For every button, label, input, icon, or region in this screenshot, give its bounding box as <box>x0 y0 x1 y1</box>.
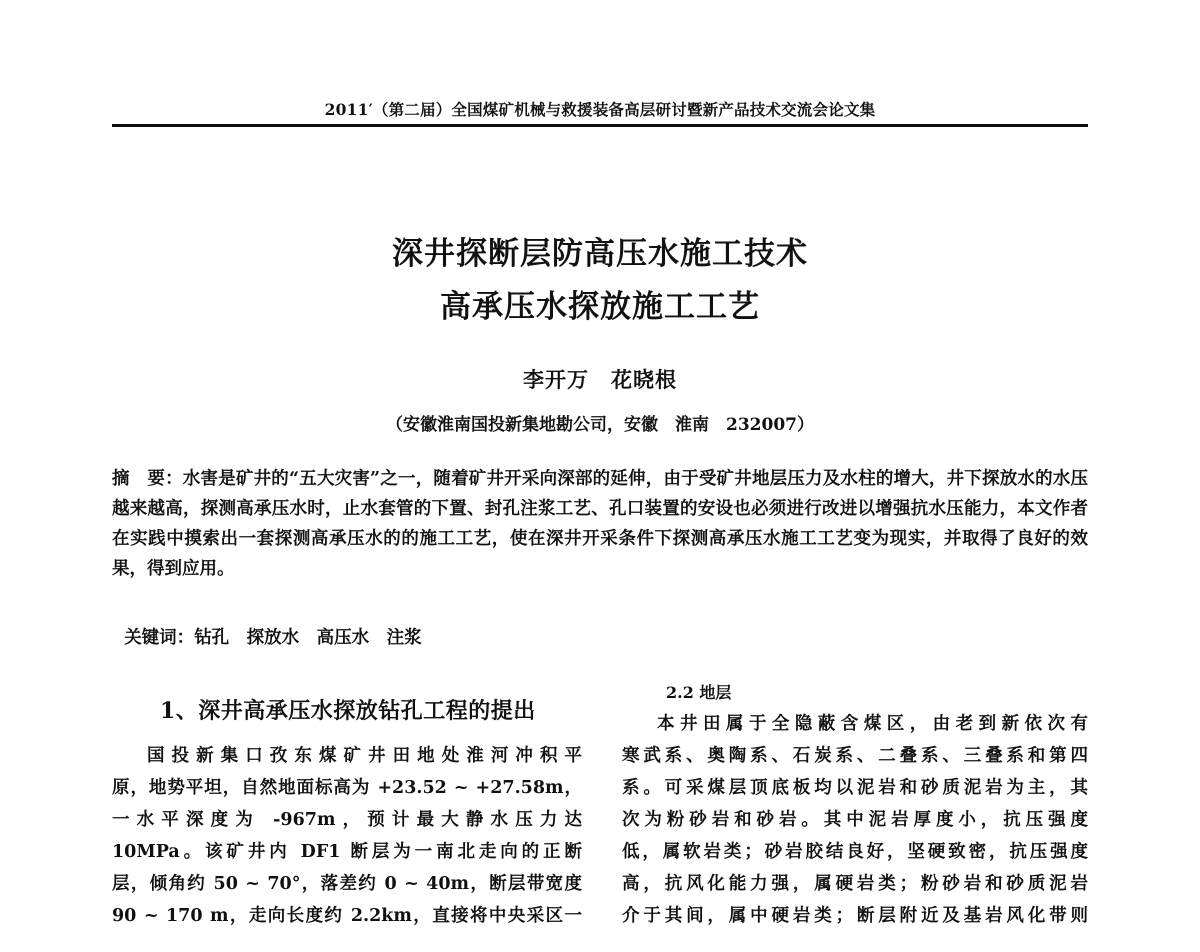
body-line: 10MPa。该矿井内 DF1 断层为一南北走向的正断 <box>112 842 582 862</box>
body-line: 低，属软岩类；砂岩胶结良好，坚硬致密，抗压强度 <box>622 842 1088 862</box>
keywords-text: 钻孔 探放水 高压水 注浆 <box>194 628 422 648</box>
body-line: 一水平深度为 -967m，预计最大静水压力达 <box>112 810 582 830</box>
keywords-label: 关键词： <box>124 628 195 648</box>
paper-authors: 李开万 花晓根 <box>523 367 677 392</box>
body-line: 本井田属于全隐蔽含煤区，由老到新依次有 <box>657 714 1088 734</box>
section-2-2-heading: 2.2 地层 <box>666 683 732 702</box>
abstract <box>112 464 1088 584</box>
body-line: 90 ~ 170 m，走向长度约 2.2km，直接将中央采区一 <box>112 906 582 926</box>
abstract-label: 摘 要： <box>112 469 183 489</box>
section-1-heading: 1、深井高承压水探放钻孔工程的提出 <box>160 698 536 724</box>
keywords <box>112 604 1088 649</box>
left-column <box>112 740 582 932</box>
paper-title-line2: 高承压水探放施工工艺 <box>440 289 760 325</box>
paper-affiliation: （安徽淮南国投新集地勘公司，安徽 淮南 232007） <box>386 415 814 435</box>
body-line: 系。可采煤层顶底板均以泥岩和砂质泥岩为主，其 <box>622 778 1088 798</box>
header-rule <box>112 124 1088 127</box>
abstract-text: 水害是矿井的“五大灾害”之一，随着矿井开采向深部的延伸，由于受矿井地层压力及水柱的增大，井下探放水的水压越来越高，探测高承压水时，止水套管的下置、封孔注浆工艺、孔口装置的安设也必须进行改进以增强抗水压能力，本文作者在实践中摸索出一套探测高承压水的的施工工艺，使在深井开采条件下探测高承压水施工工艺变为现实，并取得了良好的效果，得到应用。 <box>112 469 1088 579</box>
running-header: 2011′（第二届）全国煤矿机械与救援装备高层研讨暨新产品技术交流会论文集 <box>324 100 876 119</box>
body-line: 高，抗风化能力强，属硬岩类；粉砂岩和砂质泥岩 <box>622 874 1088 894</box>
body-line: 介于其间，属中硬岩类；断层附近及基岩风化带则 <box>622 906 1088 926</box>
right-column <box>622 708 1088 932</box>
body-line: 次为粉砂岩和砂岩。其中泥岩厚度小，抗压强度 <box>622 810 1088 830</box>
body-line: 国投新集口孜东煤矿井田地处淮河冲积平 <box>147 746 582 766</box>
body-line: 原，地势平坦，自然地面标高为 +23.52 ~ +27.58m， <box>112 778 582 798</box>
body-line: 层，倾角约 50 ~ 70°，落差约 0 ~ 40m，断层带宽度 <box>112 874 582 894</box>
paper-title-line1: 深井探断层防高压水施工技术 <box>392 236 808 272</box>
body-line: 寒武系、奥陶系、石炭系、二叠系、三叠系和第四 <box>622 746 1088 766</box>
